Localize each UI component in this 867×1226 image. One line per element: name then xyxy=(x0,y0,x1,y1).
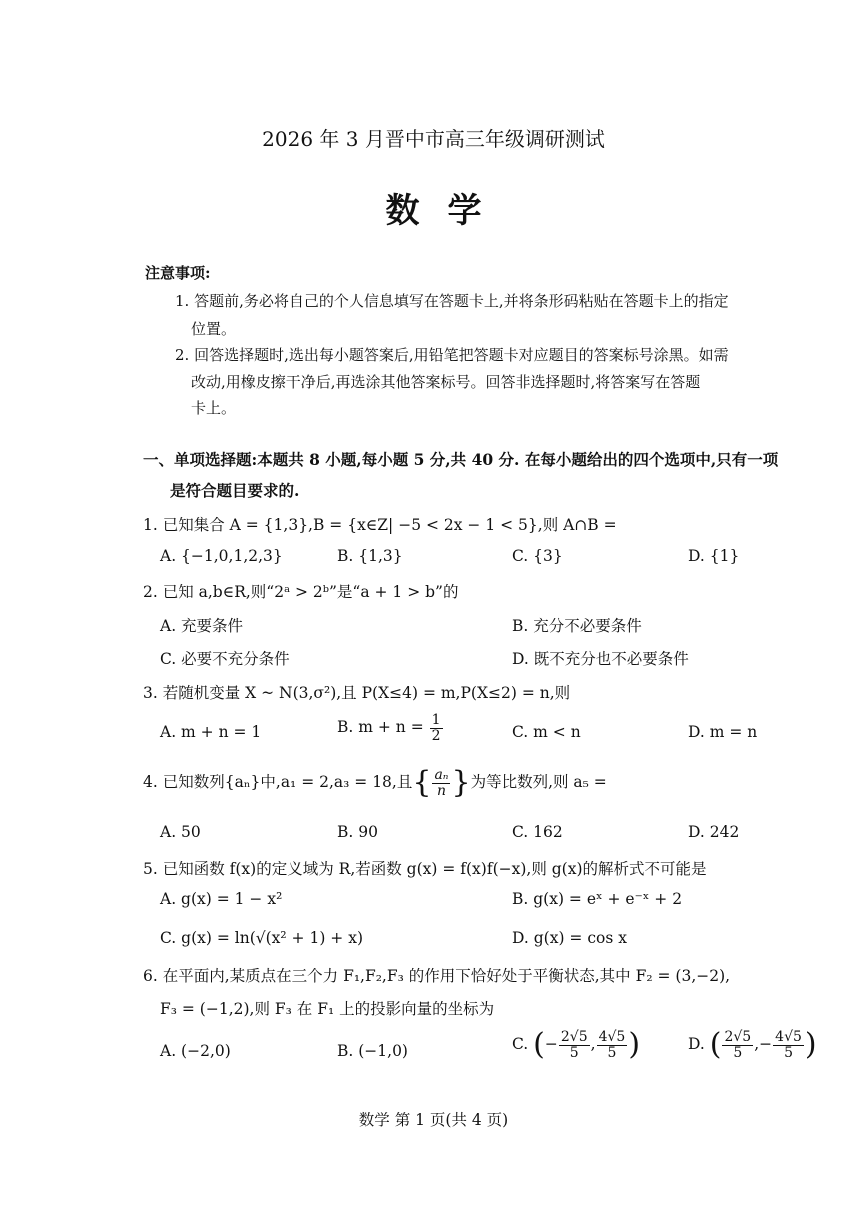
fraction-numerator: 2√5 xyxy=(724,1029,752,1045)
notice-item2-line3: 卡上。 xyxy=(191,399,237,417)
right-paren: ) xyxy=(804,1027,817,1063)
q3-option-a: A. m + n = 1 xyxy=(160,723,262,741)
q1-option-a: A. {−1,0,1,2,3} xyxy=(160,547,283,565)
q4-option-b: B. 90 xyxy=(337,823,378,841)
q2-option-c: C. 必要不充分条件 xyxy=(160,650,290,668)
fraction-numerator: 2√5 xyxy=(560,1029,588,1045)
q3-option-c: C. m < n xyxy=(512,723,581,741)
q6-option-a: A. (−2,0) xyxy=(160,1042,231,1060)
notice-item2-line1: 2. 回答选择题时,选出每小题答案后,用铅笔把答题卡对应题目的答案标号涂黑。如需 xyxy=(175,346,729,364)
q5-stem: 5. 已知函数 f(x)的定义域为 R,若函数 g(x) = f(x)f(−x),则 g(x)的解析式不可能是 xyxy=(143,860,707,878)
q1-option-c: C. {3} xyxy=(512,547,563,565)
q6-option-d: D. ( $\frac{2√5}{5}$ ,− $\frac{4√5}{5}$ ) xyxy=(688,1027,817,1063)
fraction-denominator: n xyxy=(436,782,446,799)
q5-option-d: D. g(x) = cos x xyxy=(512,929,627,947)
q6-c-fraction-1 xyxy=(559,1030,590,1060)
minus-sign: − xyxy=(759,1035,773,1054)
q4-stem-prefix: 4. 已知数列{aₙ}中,a₁ = 2,a₃ = 18,且 xyxy=(143,773,413,792)
q2-option-a: A. 充要条件 xyxy=(160,617,244,635)
fraction-numerator: 1 xyxy=(431,712,441,728)
notice-item1-line1: 1. 答题前,务必将自己的个人信息填写在答题卡上,并将条形码粘贴在答题卡上的指定 xyxy=(175,292,729,310)
notice-item1-line2: 位置。 xyxy=(191,320,237,338)
section1-heading: 一、单项选择题:本题共 8 小题,每小题 5 分,共 40 分. 在每小题给出的四个选项中,只有一项 xyxy=(143,450,779,469)
fraction-numerator: aₙ xyxy=(434,767,449,783)
right-paren: ) xyxy=(628,1027,641,1063)
q4-stem-suffix: 为等比数列,则 a₅ = xyxy=(470,773,607,792)
q5-option-b: B. g(x) = eˣ + e⁻ˣ + 2 xyxy=(512,890,683,908)
q4-fraction xyxy=(432,768,450,798)
q6-d-fraction-1 xyxy=(722,1030,753,1060)
q1-option-b: B. {1,3} xyxy=(337,547,403,565)
minus-sign: − xyxy=(544,1035,558,1054)
page-title: 2026 年 3 月晋中市高三年级调研测试 xyxy=(262,127,605,151)
q2-stem: 2. 已知 a,b∈R,则“2ᵃ > 2ᵇ”是“a + 1 > b”的 xyxy=(143,583,459,601)
q5-option-c: C. g(x) = ln(√(x² + 1) + x) xyxy=(160,929,364,947)
q2-option-b: B. 充分不必要条件 xyxy=(512,617,642,635)
q3-option-b xyxy=(337,713,444,743)
q3-option-d: D. m = n xyxy=(688,723,758,741)
fraction-denominator: 5 xyxy=(607,1044,617,1061)
q3-option-b-fraction xyxy=(430,713,443,743)
q3-stem: 3. 若随机变量 X ~ N(3,σ²),且 P(X≤4) = m,P(X≤2) = n,则 xyxy=(143,684,571,702)
q6-option-c: C. (− $\frac{2√5}{5}$ , $\frac{4√5}{5}$ ) xyxy=(512,1027,641,1063)
page-footer: 数学 第 1 页(共 4 页) xyxy=(358,1111,509,1129)
q1-stem: 1. 已知集合 A = {1,3},B = {x∈Z| −5 < 2x − 1 < 5},则 A∩B = xyxy=(143,516,617,534)
left-brace: { xyxy=(412,765,432,801)
fraction-numerator: 4√5 xyxy=(775,1029,802,1045)
q6-option-c-label: C. xyxy=(512,1035,529,1054)
q2-option-d: D. 既不充分也不必要条件 xyxy=(512,650,689,668)
fraction-denominator: 5 xyxy=(784,1044,793,1061)
q1-option-d: D. {1} xyxy=(688,547,740,565)
q4-option-a: A. 50 xyxy=(160,823,201,841)
q4-option-d: D. 242 xyxy=(688,823,740,841)
q4-option-c: C. 162 xyxy=(512,823,563,841)
fraction-denominator: 5 xyxy=(733,1044,743,1061)
q3-option-b-prefix: B. m + n = xyxy=(337,718,424,737)
fraction-denominator: 2 xyxy=(431,727,441,744)
notice-heading: 注意事项: xyxy=(145,264,211,282)
q6-d-fraction-2 xyxy=(773,1030,804,1060)
q6-option-b: B. (−1,0) xyxy=(337,1042,408,1060)
left-paren: ( xyxy=(533,1027,545,1063)
q6-c-fraction-2 xyxy=(597,1030,628,1060)
subject-title: 数学 xyxy=(385,191,510,231)
q6-stem-line2: F₃ = (−1,2),则 F₃ 在 F₁ 上的投影向量的坐标为 xyxy=(160,1000,495,1018)
notice-item2-line2: 改动,用橡皮擦干净后,再选涂其他答案标号。回答非选择题时,将答案写在答题 xyxy=(191,373,701,391)
section1-heading-cont: 是符合题目要求的. xyxy=(170,481,300,500)
q6-stem-line1: 6. 在平面内,某质点在三个力 F₁,F₂,F₃ 的作用下恰好处于平衡状态,其中 F₂ = (3,−2), xyxy=(143,967,731,985)
left-paren: ( xyxy=(709,1027,722,1063)
right-brace: } xyxy=(451,765,471,801)
fraction-denominator: 5 xyxy=(569,1044,579,1061)
q5-option-a: A. g(x) = 1 − x² xyxy=(160,890,283,908)
fraction-numerator: 4√5 xyxy=(598,1029,626,1045)
q4-stem xyxy=(143,765,607,801)
q6-option-d-label: D. xyxy=(688,1035,705,1054)
